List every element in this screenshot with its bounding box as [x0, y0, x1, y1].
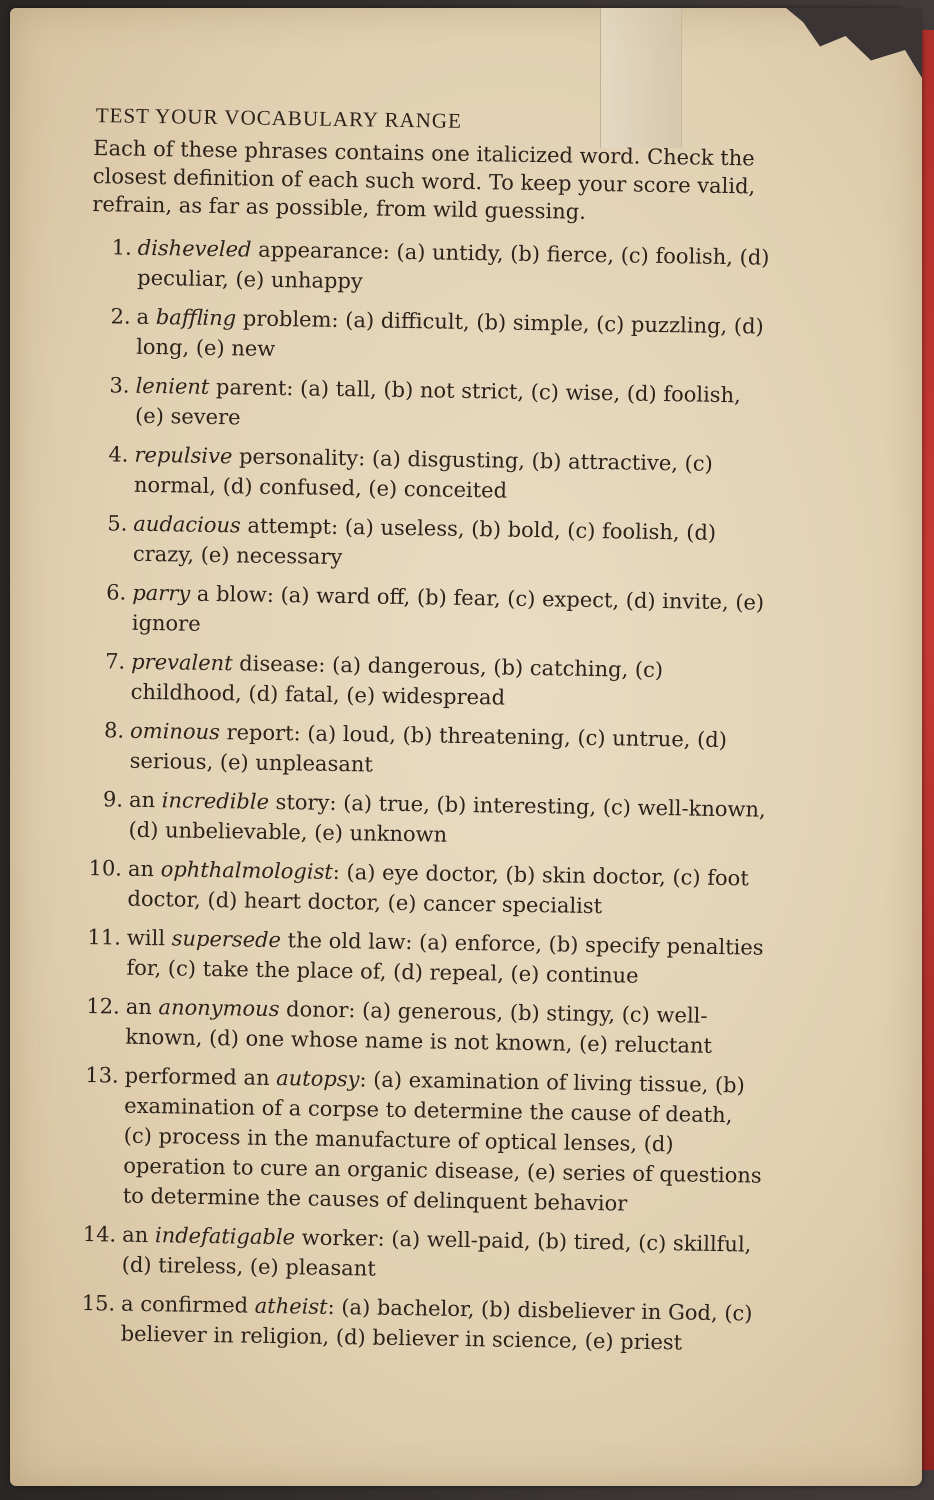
question-item	[83, 508, 774, 579]
question-text	[126, 923, 767, 993]
question-text	[135, 371, 776, 441]
instructions: Each of these phrases contains one italicized word. Check the closest definition of each such word. To keep your score valid, refrain, as far as possible, from wild guessing.	[92, 136, 756, 224]
question-text	[131, 647, 772, 717]
question-prefix: a confirmed	[120, 1291, 255, 1318]
question-number: 14.	[82, 1222, 117, 1247]
question-prefix: an	[122, 1222, 156, 1248]
italic-vocab-word: incredible	[161, 788, 270, 814]
question-list	[70, 232, 777, 1359]
question-number: 8.	[103, 718, 125, 743]
question-item	[86, 301, 777, 372]
question-number: 15.	[81, 1291, 116, 1316]
question-text	[129, 716, 770, 786]
question-number: 6.	[106, 580, 127, 605]
question-number: 3.	[109, 373, 130, 398]
question-number: 7.	[104, 649, 126, 674]
question-item	[79, 715, 770, 786]
question-number: 9.	[102, 787, 124, 812]
answer-options: : (a) eye doctor, (b) skin doctor, (c) foot doctor, (d) heart doctor, (e) cancer specialist	[127, 859, 749, 919]
question-item	[82, 577, 773, 648]
question-item	[87, 232, 778, 303]
question-item	[70, 1288, 761, 1359]
question-text	[133, 509, 774, 579]
question-item	[84, 439, 775, 510]
answer-options: personality: (a) disgusting, (b) attractive, (c) normal, (d) confused, (e) conceited	[133, 444, 713, 503]
question-text	[122, 1220, 763, 1290]
italic-vocab-word: supersede	[171, 926, 282, 953]
question-item	[75, 991, 766, 1062]
page-content	[70, 103, 780, 1368]
italic-vocab-word: lenient	[135, 373, 210, 399]
question-prefix: an	[128, 787, 162, 813]
answer-options: attempt: (a) useless, (b) bold, (c) foolish, (d) crazy, (e) necessary	[132, 513, 717, 570]
question-number: 4.	[108, 442, 129, 467]
question-item	[72, 1219, 763, 1290]
question-item	[78, 784, 769, 855]
answer-options: donor: (a) generous, (b) stingy, (c) well-known, (d) one whose name is not known, (e) reluctant	[125, 997, 713, 1058]
question-number: 2.	[110, 304, 131, 329]
answer-options: appearance: (a) untidy, (b) fierce, (c) foolish, (d) peculiar, (e) unhappy	[137, 237, 770, 294]
answer-options: parent: (a) tall, (b) not strict, (c) wise, (d) foolish, (e) severe	[134, 374, 741, 430]
answer-options: worker: (a) well-paid, (b) tired, (c) skillful, (d) tireless, (e) pleasant	[121, 1225, 752, 1281]
question-item	[77, 853, 768, 924]
italic-vocab-word: prevalent	[131, 649, 233, 676]
answer-options: problem: (a) difficult, (b) simple, (c) puzzling, (d) long, (e) new	[135, 306, 764, 361]
question-text	[132, 578, 773, 648]
answer-options: story: (a) true, (b) interesting, (c) well-known, (d) unbelievable, (e) unknown	[128, 789, 766, 847]
italic-vocab-word: indefatigable	[154, 1223, 296, 1250]
question-text	[123, 1061, 765, 1221]
question-number: 11.	[87, 925, 122, 950]
question-number: 1.	[111, 235, 132, 260]
question-item	[81, 646, 772, 717]
italic-vocab-word: repulsive	[134, 442, 233, 469]
page-title: TEST YOUR VOCABULARY RANGE	[95, 103, 463, 133]
italic-vocab-word: parry	[132, 580, 191, 606]
italic-vocab-word: audacious	[133, 511, 242, 538]
answer-options: : (a) bachelor, (b) disbeliever in God, (c) believer in religion, (d) believer in science, (e) priest	[120, 1294, 753, 1355]
italic-vocab-word: atheist	[254, 1293, 328, 1319]
question-text	[125, 992, 766, 1062]
question-item	[76, 922, 767, 993]
question-text	[134, 440, 775, 510]
question-text	[137, 233, 778, 303]
italic-vocab-word: baffling	[155, 305, 237, 331]
answer-options: : (a) examination of living tissue, (b) examination of a corpse to determine the cause of death, (c) process in the manufacture of optical lenses, (d) operation to cure an organic disease, (e) series of questions to determine the causes of delinquent behavior	[122, 1067, 762, 1216]
answer-options: a blow: (a) ward off, (b) fear, (c) expect, (d) invite, (e) ignore	[131, 581, 765, 636]
question-text	[128, 785, 769, 855]
torn-corner	[752, 8, 922, 78]
question-number: 5.	[107, 511, 128, 536]
question-prefix: an	[125, 994, 159, 1020]
question-prefix: an	[127, 856, 161, 882]
italic-vocab-word: anonymous	[158, 995, 280, 1022]
question-prefix: performed an	[124, 1063, 277, 1091]
question-item	[85, 370, 776, 441]
answer-options: report: (a) loud, (b) threatening, (c) untrue, (d) serious, (e) unpleasant	[129, 720, 728, 777]
answer-options: the old law: (a) enforce, (b) specify penalties for, (c) take the place of, (d) repeal, (e) continue	[126, 928, 764, 988]
question-number: 10.	[88, 856, 123, 881]
question-text	[120, 1289, 761, 1359]
question-prefix: will	[126, 925, 172, 951]
question-number: 13.	[85, 1063, 119, 1088]
italic-vocab-word: autopsy	[276, 1066, 360, 1092]
answer-options: disease: (a) dangerous, (b) catching, (c) childhood, (d) fatal, (e) widespread	[130, 651, 664, 710]
italic-vocab-word: disheveled	[137, 235, 252, 262]
question-number: 12.	[86, 994, 120, 1019]
italic-vocab-word: ophthalmologist	[160, 857, 333, 884]
question-text	[136, 302, 777, 372]
question-item	[73, 1060, 765, 1221]
book-page	[10, 8, 922, 1486]
question-prefix: a	[136, 304, 157, 330]
italic-vocab-word: ominous	[129, 718, 221, 745]
question-text	[127, 854, 768, 924]
